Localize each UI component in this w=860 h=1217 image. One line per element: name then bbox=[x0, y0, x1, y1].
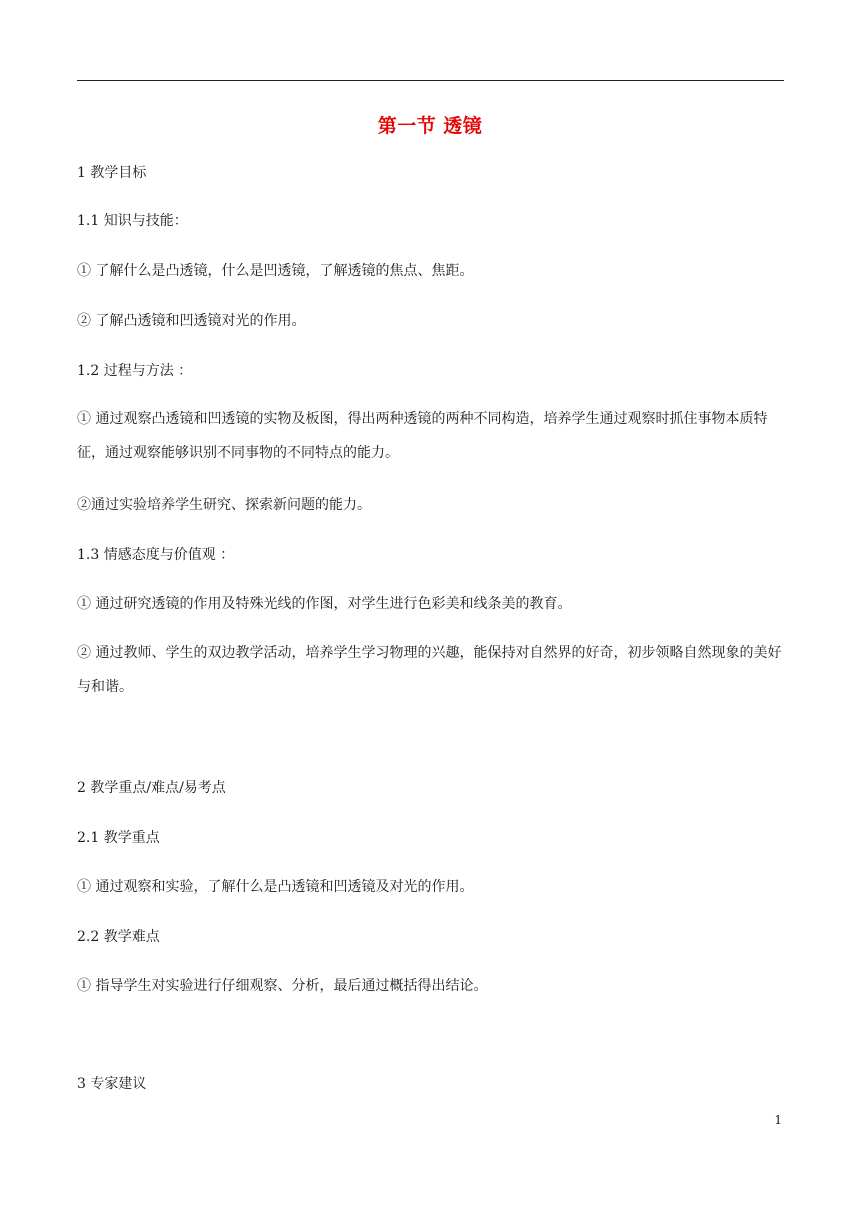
subsection-heading-1-3: 1.3 情感态度与价值观 ： bbox=[77, 547, 235, 563]
list-item: ② 了解凸透镜和凹透镜对光的作用。 bbox=[77, 313, 306, 329]
list-item: ② 通过教师、学生的双边教学活动，培养学生学习物理的兴趣，能保持对自然界的好奇，初步领略自然现象的美好与和谐。 bbox=[77, 645, 782, 695]
subsection-heading-2-2: 2.2 教学难点 bbox=[77, 929, 160, 945]
list-item: ① 通过观察凸透镜和凹透镜的实物及板图，得出两种透镜的两种不同构造，培养学生通过观察时抓住事物本质特征，通过观察能够识别不同事物的不同特点的能力。 bbox=[77, 411, 768, 461]
section-heading-1: 1 教学目标 bbox=[77, 165, 147, 181]
subsection-heading-1-2: 1.2 过程与方法 ： bbox=[77, 363, 193, 379]
list-item: ① 指导学生对实验进行仔细观察、分析，最后通过概括得出结论。 bbox=[77, 978, 488, 994]
list-item: ① 通过研究透镜的作用及特殊光线的作图，对学生进行色彩美和线条美的教育。 bbox=[77, 596, 572, 612]
header-rule bbox=[77, 80, 784, 81]
list-item: ① 了解什么是凸透镜，什么是凹透镜，了解透镜的焦点、焦距。 bbox=[77, 263, 474, 279]
section-heading-2: 2 教学重点/难点/易考点 bbox=[77, 780, 226, 796]
page-title: 第一节 透镜 bbox=[377, 115, 483, 137]
list-item: ②通过实验培养学生研究、探索新问题的能力。 bbox=[77, 497, 371, 513]
subsection-heading-2-1: 2.1 教学重点 bbox=[77, 830, 160, 846]
list-item: ① 通过观察和实验，了解什么是凸透镜和凹透镜及对光的作用。 bbox=[77, 879, 474, 895]
subsection-heading-1-1: 1.1 知识与技能： bbox=[77, 213, 188, 229]
page-number: 1 bbox=[774, 1113, 782, 1127]
section-heading-3: 3 专家建议 bbox=[77, 1076, 147, 1092]
